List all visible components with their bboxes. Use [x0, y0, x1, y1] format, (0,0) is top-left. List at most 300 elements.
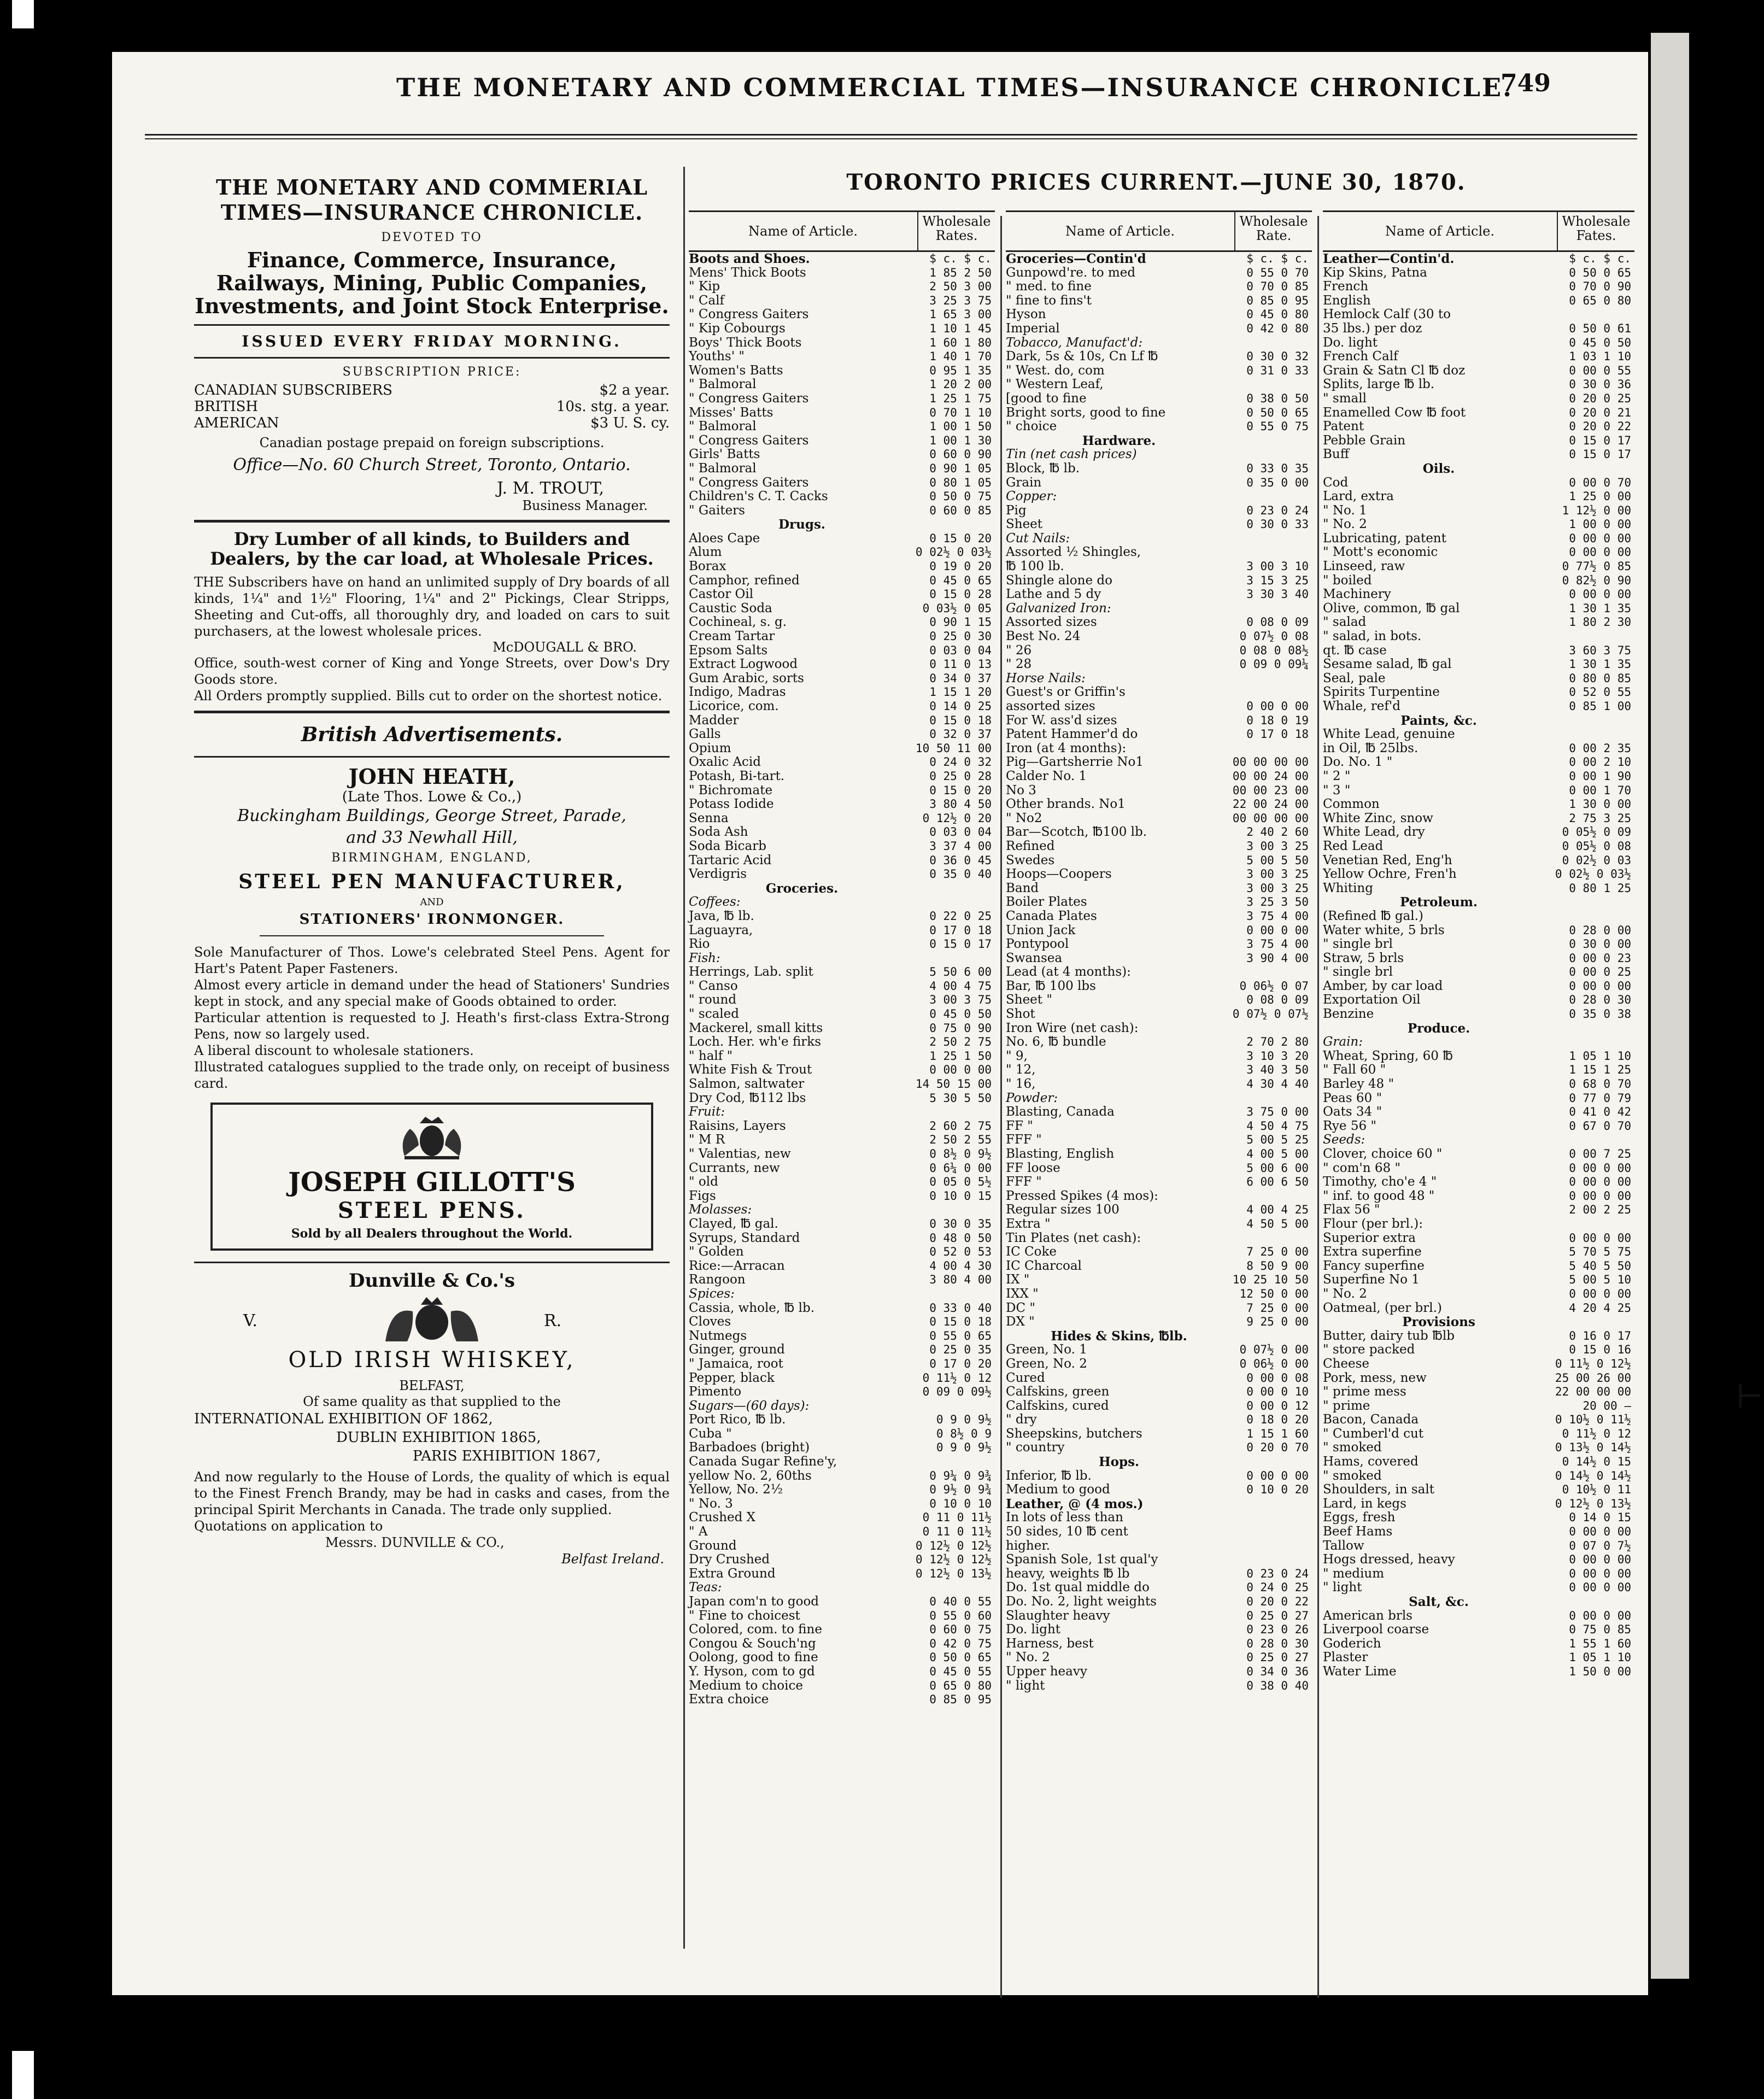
wholesale-rate: 0 55 0 70 — [1246, 266, 1309, 279]
article-name: Seal, pale — [1323, 671, 1386, 685]
price-row — [689, 1637, 995, 1651]
wholesale-rate: 0 00 1 90 — [1569, 769, 1631, 783]
subscription-list — [194, 382, 670, 431]
price-row — [1006, 755, 1312, 770]
wholesale-rate — [915, 1203, 995, 1217]
article-name: Soda Bicarb — [689, 839, 766, 853]
wholesale-rate: 0 14½ 0 14½ — [1555, 1469, 1631, 1482]
price-row — [1006, 1371, 1312, 1386]
price-row — [1323, 755, 1634, 770]
price-row — [689, 825, 995, 840]
wholesale-rate: 0 90 1 15 — [929, 615, 992, 629]
article-name: Bar—Scotch, ℔100 lb. — [1006, 825, 1147, 840]
wholesale-rate: 0 40 0 55 — [929, 1595, 992, 1608]
price-row — [1006, 937, 1312, 952]
price-row — [1323, 1455, 1634, 1469]
dunville-product: OLD IRISH WHISKEY, — [288, 1347, 576, 1373]
article-name: " A — [689, 1525, 708, 1539]
wholesale-rate: 0 17 0 18 — [1246, 728, 1309, 741]
article-name: " 28 — [1006, 657, 1032, 672]
wholesale-rate: 1 65 3 00 — [929, 308, 992, 321]
article-name: Medium to choice — [689, 1678, 803, 1693]
wholesale-rate: 0 02½ 0 03 — [1562, 853, 1631, 867]
wholesale-rate: 0 50 0 65 — [1246, 406, 1309, 419]
price-row — [1323, 1581, 1634, 1595]
article-name: Herrings, Lab. split — [689, 965, 813, 980]
wholesale-rate — [1232, 1329, 1312, 1344]
article-name: Imperial — [1006, 321, 1060, 336]
next-page-edge — [1651, 33, 1689, 1979]
article-name: " single brl — [1323, 937, 1393, 952]
price-row — [689, 980, 995, 994]
wholesale-rate: 0 23 0 24 — [1246, 1567, 1309, 1580]
article-name: Linseed, raw — [1323, 559, 1405, 574]
price-row — [1006, 630, 1312, 644]
article-name: Plaster — [1323, 1650, 1368, 1665]
article-name: Enamelled Cow ℔ foot — [1323, 405, 1466, 420]
price-row — [689, 937, 995, 952]
wholesale-rate: 0 9½ 0 9¾ — [929, 1483, 992, 1497]
wholesale-rate: 5 50 6 00 — [929, 965, 992, 979]
column-rule — [1000, 216, 1002, 1998]
article-name: IX " — [1006, 1273, 1030, 1287]
article-name: Do. light — [1323, 335, 1378, 350]
wholesale-rate: 0 85 1 00 — [1569, 700, 1631, 713]
article-name: Assorted sizes — [1006, 615, 1097, 630]
price-row — [689, 1553, 995, 1567]
article-name: Bacon, Canada — [1323, 1412, 1419, 1427]
price-row — [1323, 1050, 1634, 1064]
column-rule — [1317, 216, 1319, 1998]
wholesale-rate: 0 77½ 0 85 — [1562, 560, 1631, 573]
price-row — [1006, 615, 1312, 630]
wholesale-rate: 0 45 0 50 — [929, 1007, 992, 1021]
price-row — [689, 700, 995, 714]
article-name: Guest's or Griffin's — [1006, 685, 1126, 700]
article-name: " round — [689, 993, 737, 1007]
article-name: Cured — [1006, 1370, 1045, 1385]
dunville-name: Dunville & Co.'s — [349, 1270, 515, 1292]
wholesale-rate: 1 30 0 00 — [1569, 798, 1631, 811]
article-name: " Balmoral — [689, 419, 757, 434]
price-row — [1323, 615, 1634, 630]
wholesale-rate: 0 20 0 70 — [1246, 1441, 1309, 1455]
price-row — [1323, 336, 1634, 350]
price-row — [1006, 1203, 1312, 1217]
article-name: Groceries. — [765, 881, 839, 896]
article-name: Oatmeal, (per brl.) — [1323, 1300, 1442, 1315]
article-name: Lard, extra — [1323, 489, 1394, 504]
article-name: Swansea — [1006, 951, 1063, 965]
wholesale-rate: 4 50 4 75 — [1246, 1119, 1309, 1133]
article-name: Oats 34 " — [1323, 1105, 1382, 1119]
article-name: Inferior, ℔ lb. — [1006, 1468, 1092, 1483]
price-row — [689, 546, 995, 560]
price-row — [1006, 728, 1312, 742]
article-name: Gunpowd're. to med — [1006, 265, 1136, 280]
price-row — [1323, 965, 1634, 980]
wholesale-rate: 22 00 24 00 — [1232, 798, 1309, 811]
price-row — [689, 1035, 995, 1050]
royal-crest-icon — [394, 1112, 470, 1162]
wholesale-rate: 0 11 0 11½ — [922, 1525, 992, 1539]
article-name: Powder: — [1006, 1090, 1058, 1105]
price-row — [1323, 1287, 1634, 1301]
article-name: Opium — [689, 741, 731, 755]
article-name: White Lead, genuine — [1323, 727, 1455, 742]
price-row — [1323, 1063, 1634, 1077]
wholesale-rate: 0 13½ 0 14½ — [1555, 1441, 1631, 1455]
heath-paragraph-5: Illustrated catalogues supplied to the trade only, on receipt of business card. — [194, 1059, 670, 1091]
price-row — [1006, 308, 1312, 322]
wholesale-rate: 0 70 0 90 — [1569, 280, 1631, 294]
wholesale-rate: 0 38 0 40 — [1246, 1679, 1309, 1692]
wholesale-rate: 0 30 0 36 — [1569, 378, 1631, 391]
article-name: " 12, — [1006, 1063, 1036, 1077]
article-name: White Lead, dry — [1323, 825, 1425, 840]
article-name: Wheat, Spring, 60 ℔ — [1323, 1048, 1454, 1063]
article-name: Hides & Skins, ℔lb. — [1051, 1328, 1187, 1344]
article-name: Hoops—Coopers — [1006, 867, 1112, 882]
price-section-heading — [689, 882, 995, 896]
article-name: Clayed, ℔ gal. — [689, 1216, 778, 1231]
article-name: Raisins, Layers — [689, 1118, 786, 1133]
article-name: Cod — [1323, 475, 1349, 490]
price-row — [1006, 1022, 1312, 1036]
subscriber-type: CANADIAN SUBSCRIBERS — [194, 382, 392, 398]
article-name: Harness, best — [1006, 1636, 1094, 1651]
price-row — [1323, 728, 1634, 742]
wholesale-rate — [1232, 1511, 1312, 1525]
wholesale-rate: 0 11 0 13 — [929, 658, 992, 671]
price-row — [689, 434, 995, 448]
dunville-exhibition-2: DUBLIN EXHIBITION 1865, — [336, 1429, 541, 1446]
price-subheading — [689, 895, 995, 910]
wholesale-rate: 0 16 0 17 — [1569, 1329, 1631, 1342]
wholesale-rate: 0 11½ 0 12 — [1562, 1427, 1631, 1440]
wholesale-rate: 0 08 0 08½ — [1239, 643, 1309, 657]
article-name: Oils. — [1422, 461, 1455, 476]
price-row — [689, 672, 995, 686]
wholesale-rate — [1232, 1525, 1312, 1539]
price-row — [1323, 1301, 1634, 1316]
price-row — [689, 406, 995, 420]
price-row — [689, 1232, 995, 1246]
article-name: heavy, weights ℔ lb — [1006, 1566, 1130, 1581]
wholesale-rate: 3 37 4 00 — [929, 839, 992, 853]
section-rule — [194, 756, 670, 758]
price-row — [1006, 658, 1312, 672]
article-name: Dark, 5s & 10s, Cn Lf ℔ — [1006, 349, 1158, 364]
wholesale-rate: 1 05 1 10 — [1569, 1049, 1631, 1063]
price-row — [1323, 1385, 1634, 1399]
wholesale-rate: 0 24 0 32 — [929, 755, 992, 769]
article-name: Calfskins, green — [1006, 1385, 1110, 1399]
article-name: " fine to fins't — [1006, 293, 1092, 308]
wholesale-rate: 0 55 0 65 — [929, 1329, 992, 1342]
article-name: " Kip — [689, 279, 720, 294]
wholesale-rate — [1232, 546, 1312, 560]
article-name: " 16, — [1006, 1077, 1036, 1092]
price-row — [1006, 965, 1312, 980]
wholesale-rate: 0 30 0 35 — [929, 1217, 992, 1230]
article-name: Block, ℔ lb. — [1006, 461, 1080, 476]
article-name: " West. do, com — [1006, 363, 1105, 378]
article-name: Indigo, Madras — [689, 685, 786, 700]
dunville-quotations: Quotations on application to — [194, 1518, 383, 1534]
article-name: Timothy, cho'e 4 " — [1323, 1175, 1437, 1189]
gillott-sold: Sold by all Dealers throughout the World. — [291, 1227, 573, 1241]
article-name: Fish: — [689, 951, 720, 965]
wholesale-rate: 0 38 0 50 — [1246, 391, 1309, 405]
price-row — [1006, 560, 1312, 574]
wholesale-rate: 0 41 0 42 — [1569, 1105, 1631, 1119]
manager-name: J. M. TROUT, — [496, 479, 604, 498]
price-subheading — [1006, 448, 1312, 462]
price-row — [1323, 532, 1634, 546]
article-name: Shoulders, in salt — [1323, 1482, 1434, 1497]
wholesale-rate: 0 00 0 00 — [1569, 1175, 1631, 1189]
rates-header: Wholesale Rates. — [922, 214, 991, 243]
article-name: " prime — [1323, 1398, 1370, 1413]
header-rule — [145, 134, 1637, 136]
article-name: Bar, ℔ 100 lbs — [1006, 978, 1096, 993]
article-name: Rice:—Arracan — [689, 1258, 785, 1273]
wholesale-rate — [1555, 462, 1634, 476]
wholesale-rate: 0 68 0 70 — [1569, 1077, 1631, 1091]
article-name: Japan com'n to good — [689, 1594, 819, 1609]
price-section-heading — [1323, 1595, 1634, 1609]
wholesale-rate — [1555, 910, 1634, 924]
article-name: " Bichromate — [689, 783, 773, 798]
wholesale-rate: 1 55 1 60 — [1569, 1637, 1631, 1650]
price-row — [1006, 784, 1312, 798]
price-row — [1006, 1007, 1312, 1022]
price-row — [1323, 266, 1634, 280]
wholesale-rate: 0 05½ 0 09 — [1562, 825, 1631, 839]
price-row — [1006, 1595, 1312, 1609]
wholesale-rate — [915, 895, 995, 910]
wholesale-rate: 0 12½ 0 20 — [922, 811, 992, 825]
article-name: " old — [689, 1175, 718, 1189]
wholesale-rate: 0 00 0 00 — [1569, 1189, 1631, 1203]
price-row — [689, 322, 995, 336]
price-row — [1006, 1147, 1312, 1162]
article-name: Port Rico, ℔ lb. — [689, 1412, 786, 1427]
article-name: Swedes — [1006, 853, 1055, 867]
wholesale-rate: 3 25 3 50 — [1246, 895, 1309, 909]
price-row — [1006, 1343, 1312, 1357]
wholesale-rate: 3 80 4 50 — [929, 798, 992, 811]
wholesale-rate: 0 60 0 85 — [929, 503, 992, 517]
wholesale-rate: 0 70 0 85 — [1246, 280, 1309, 294]
section-rule — [194, 711, 670, 713]
wholesale-rate: 0 00 1 70 — [1569, 783, 1631, 797]
price-row — [689, 685, 995, 700]
price-row — [689, 266, 995, 280]
wholesale-rate: 5 40 5 50 — [1569, 1259, 1631, 1273]
article-name: " smoked — [1323, 1468, 1382, 1483]
article-name: Water Lime — [1323, 1664, 1397, 1679]
price-section-heading — [689, 518, 995, 532]
price-row — [1006, 350, 1312, 364]
price-row — [689, 420, 995, 434]
wholesale-rate: 0 15 0 17 — [929, 937, 992, 951]
price-row — [1006, 1497, 1312, 1511]
article-name: Paints, &c. — [1400, 713, 1477, 728]
article-name: Syrups, Standard — [689, 1230, 800, 1245]
price-row — [689, 1119, 995, 1134]
price-row — [689, 910, 995, 924]
wholesale-rate: 0 06½ 0 07 — [1239, 979, 1309, 993]
article-name: Upper heavy — [1006, 1664, 1087, 1679]
article-name: Best No. 24 — [1006, 629, 1081, 644]
dunville-r: R. — [544, 1311, 562, 1330]
wholesale-rate: 0 00 0 00 — [1246, 923, 1309, 937]
wholesale-rate: 0 8½ 0 9 — [936, 1427, 992, 1440]
article-name: Hops. — [1098, 1455, 1140, 1470]
article-name: Pimento — [689, 1385, 742, 1399]
article-name: Extra " — [1006, 1216, 1051, 1231]
article-name: Lead (at 4 months): — [1006, 965, 1131, 980]
section-rule — [194, 520, 670, 523]
price-row — [1006, 1245, 1312, 1259]
wholesale-rate: 7 25 0 00 — [1246, 1301, 1309, 1315]
wholesale-rate: 0 25 0 35 — [929, 1343, 992, 1357]
article-name: " Kip Cobourgs — [689, 321, 786, 336]
wholesale-rate: 20 00 — — [1583, 1399, 1631, 1412]
wholesale-rate: 0 45 0 65 — [929, 573, 992, 587]
article-name: Y. Hyson, com to gd — [689, 1664, 815, 1679]
wholesale-rate: 3 25 3 75 — [929, 294, 992, 307]
wholesale-rate: 3 00 3 10 — [1246, 560, 1309, 573]
article-name: Colored, com. to fine — [689, 1622, 822, 1637]
price-section-heading — [1323, 1022, 1634, 1036]
article-name: Pressed Spikes (4 mos): — [1006, 1188, 1158, 1203]
price-row — [1006, 574, 1312, 588]
price-row — [689, 504, 995, 518]
wholesale-rate: 7 25 0 00 — [1246, 1245, 1309, 1259]
price-table-header — [1006, 210, 1312, 252]
price-row — [1006, 462, 1312, 476]
wholesale-rate: 0 00 0 10 — [1246, 1385, 1309, 1399]
price-row — [689, 965, 995, 980]
price-row — [1323, 1189, 1634, 1204]
price-row — [689, 1162, 995, 1176]
article-name: " Congress Gaiters — [689, 307, 809, 322]
price-row — [1323, 742, 1634, 756]
article-name: qt. ℔ case — [1323, 643, 1387, 658]
wholesale-rate: 2 00 2 25 — [1569, 1203, 1631, 1217]
wholesale-rate — [1555, 308, 1634, 322]
wholesale-rate: 0 77 0 79 — [1569, 1091, 1631, 1105]
article-name: (Refined ℔ gal.) — [1323, 908, 1423, 923]
wholesale-rate — [1555, 1217, 1634, 1232]
article-name: Extra superfine — [1323, 1245, 1422, 1259]
article-name: Provisions — [1402, 1315, 1475, 1330]
wholesale-rate: 2 40 2 60 — [1246, 825, 1309, 839]
heath-late: (Late Thos. Lowe & Co.,) — [342, 789, 522, 805]
price-row — [1006, 910, 1312, 924]
heath-paragraph-3: Particular attention is requested to J. Heath's first-class Extra-Strong Pens, now so largely used. — [194, 1010, 670, 1042]
article-name: Caustic Soda — [689, 601, 772, 615]
price-row — [689, 755, 995, 770]
price-row — [689, 798, 995, 812]
price-row — [689, 350, 995, 364]
wholesale-rate: 0 15 0 16 — [1569, 1343, 1631, 1357]
wholesale-rate: 0 32 0 37 — [929, 728, 992, 741]
article-name: Produce. — [1407, 1021, 1470, 1036]
article-name: Do. No. 1 " — [1323, 755, 1393, 770]
article-name: Blasting, English — [1006, 1147, 1115, 1161]
wholesale-rate: 0 00 0 70 — [1569, 476, 1631, 489]
wholesale-rate: 8 50 9 00 — [1246, 1259, 1309, 1273]
price-row — [1323, 406, 1634, 420]
article-name: Whiting — [1323, 881, 1373, 895]
wholesale-rate: 0 55 0 60 — [929, 1609, 992, 1622]
article-name: Rangoon — [689, 1273, 746, 1287]
price-row — [689, 615, 995, 630]
dunville-place: Belfast Ireland. — [561, 1551, 664, 1567]
article-name: Copper: — [1006, 489, 1057, 504]
wholesale-rate: 1 25 1 50 — [929, 1049, 992, 1063]
article-name: Rio — [689, 937, 710, 952]
article-name: Medium to good — [1006, 1482, 1110, 1497]
article-name: " salad, in bots. — [1323, 629, 1422, 644]
price-row — [689, 1175, 995, 1189]
film-mark-bottom — [12, 2051, 34, 2099]
article-name: FFF " — [1006, 1175, 1042, 1189]
article-name: French — [1323, 279, 1369, 294]
price-row — [1323, 588, 1634, 602]
wholesale-rate — [1232, 434, 1312, 448]
wholesale-rate: 0 11½ 0 12 — [922, 1371, 992, 1385]
wholesale-rate: 0 60 0 75 — [929, 1623, 992, 1637]
article-name: Children's C. T. Cacks — [689, 489, 828, 504]
price-row — [1006, 1077, 1312, 1092]
wholesale-rate: 3 75 0 00 — [1246, 1105, 1309, 1119]
price-row — [1323, 854, 1634, 868]
wholesale-rate: 0 00 0 00 — [1569, 588, 1631, 601]
article-name: Horse Nails: — [1006, 671, 1086, 685]
wholesale-rate: 3 00 3 25 — [1246, 867, 1309, 881]
dunville-body: And now regularly to the House of Lords, the quality of which is equal to the Finest French Brandy, may be had in casks and cases, from the principal Spirit Merchants in Canada. The trade only supplied. — [194, 1469, 670, 1517]
lumber-office: Office, south-west corner of King and Yonge Streets, over Dow's Dry Goods store. — [194, 655, 670, 687]
wholesale-rate: 0 18 0 19 — [1246, 713, 1309, 727]
article-name: Sesame salad, ℔ gal — [1323, 657, 1452, 672]
price-row — [1323, 1329, 1634, 1344]
section-rule — [194, 1262, 670, 1263]
article-name: Boys' Thick Boots — [689, 335, 802, 350]
wholesale-rate: 0 17 0 18 — [929, 923, 992, 937]
price-row — [689, 294, 995, 308]
price-row — [1323, 350, 1634, 364]
price-row — [689, 476, 995, 490]
price-row — [689, 1315, 995, 1329]
price-row — [689, 1259, 995, 1274]
price-row — [1323, 1483, 1634, 1497]
wholesale-rate: 0 12½ 0 13½ — [1555, 1497, 1631, 1510]
wholesale-rate: 0 80 0 85 — [1569, 671, 1631, 685]
price-row — [1006, 1259, 1312, 1274]
price-row — [1006, 1063, 1312, 1077]
heath-and: AND — [420, 896, 444, 908]
price-row — [689, 1301, 995, 1316]
article-name: Blasting, Canada — [1006, 1105, 1115, 1119]
wholesale-rate: 5 00 5 50 — [1246, 853, 1309, 867]
wholesale-rate: 0 35 0 00 — [1246, 476, 1309, 489]
price-row — [1006, 924, 1312, 938]
